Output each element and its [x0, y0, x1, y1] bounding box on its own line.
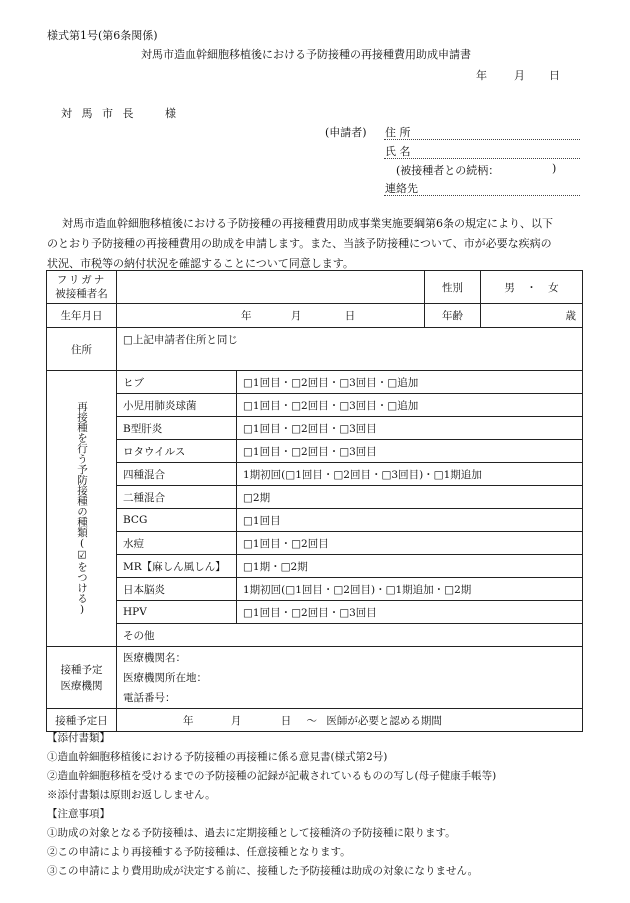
- date-day-label: 日: [549, 69, 560, 82]
- applicant-relation-label: (被接種者との続柄：: [396, 164, 500, 177]
- vaccine-name: 小児用肺炎球菌: [117, 394, 237, 417]
- form-number: 様式第1号(第6条関係): [47, 29, 158, 42]
- schedule-row: [47, 709, 583, 732]
- patient-name-label: 被接種者名: [55, 288, 108, 300]
- dob-row: [47, 304, 583, 328]
- applicant-contact-label: 連絡先: [385, 182, 418, 195]
- dob-year: 年: [241, 310, 252, 322]
- note-item: ①助成の対象となる予防接種は、過去に定期接種として接種済の予防接種に限ります。: [47, 827, 456, 839]
- vaccine-doses[interactable]: □1回目・□2回目・□3回目: [237, 601, 583, 624]
- note-item: ③この申請により費用助成が決定する前に、接種した予防接種は助成の対象になりません。: [47, 865, 479, 877]
- vaccine-row: [47, 394, 583, 417]
- vaccine-doses[interactable]: □1回目・□2回目: [237, 532, 583, 555]
- vaccine-doses[interactable]: □1回目: [237, 509, 583, 532]
- clinic-name-label: 医療機関名：: [123, 651, 186, 664]
- furigana-label: フリガナ: [56, 274, 107, 286]
- address-cell[interactable]: [117, 328, 583, 371]
- vaccine-name: 四種混合: [117, 463, 237, 486]
- vaccine-row: [47, 463, 583, 486]
- attachment-item: ①造血幹細胞移植後における予防接種の再接種に係る意見書(様式第2号): [47, 751, 388, 763]
- vaccine-row: [47, 417, 583, 440]
- gender-male[interactable]: 男: [504, 281, 515, 294]
- gender-cell[interactable]: [481, 271, 583, 304]
- vaccine-row: [47, 532, 583, 555]
- patient-name-header: [47, 271, 117, 304]
- age-cell[interactable]: [481, 304, 583, 328]
- date-month-label: 月: [514, 69, 525, 82]
- vaccine-header: 再接種を行う予防接種の種類(☑をつける): [76, 401, 88, 616]
- patient-name-row: [47, 271, 583, 304]
- address-same-checkbox[interactable]: □上記申請者住所と同じ: [123, 334, 238, 346]
- intro-line-2: のとおり予防接種の再接種費用の助成を申請します。また、当該予防接種について、市が必要な疾病の: [47, 237, 552, 250]
- applicant-relation-close: ): [552, 162, 557, 175]
- vaccine-doses[interactable]: □1回目・□2回目・□3回目・□追加: [237, 371, 583, 394]
- dob-cell[interactable]: [117, 304, 425, 328]
- vaccine-doses[interactable]: 1期初回(□1回目・□2回目)・□1期追加・□2期: [237, 578, 583, 601]
- application-form-table: [46, 270, 583, 732]
- gender-female[interactable]: 女: [548, 281, 559, 294]
- schedule-note: 医師が必要と認める期間: [326, 714, 442, 727]
- intro-line-3: 状況、市税等の納付状況を確認することについて同意します。: [47, 257, 354, 270]
- clinic-label-cell: [47, 647, 117, 709]
- intro-line-1: 対馬市造血幹細胞移植後における予防接種の再接種費用助成事業実施要綱第6条の規定により、以下: [62, 217, 553, 230]
- applicant-address-line[interactable]: [384, 139, 580, 140]
- schedule-cell[interactable]: [117, 709, 583, 732]
- applicant-name-label: 氏 名: [385, 145, 411, 158]
- vaccine-name: ヒブ: [117, 371, 237, 394]
- applicant-address-label: 住 所: [385, 126, 411, 139]
- gender-label: 性別: [425, 271, 481, 304]
- vaccine-row: [47, 509, 583, 532]
- age-label: 年齢: [425, 304, 481, 328]
- vaccine-name: 水痘: [117, 532, 237, 555]
- vaccine-name: 二種混合: [117, 486, 237, 509]
- vaccine-row: [47, 624, 583, 647]
- vaccine-row: [47, 486, 583, 509]
- gender-separator: ・: [526, 281, 537, 294]
- vaccine-row: [47, 371, 583, 394]
- addressee-mayor: 対 馬 市 長: [61, 107, 137, 120]
- clinic-cell[interactable]: [117, 647, 583, 709]
- vaccine-name: BCG: [117, 509, 237, 532]
- vaccine-name: 日本脳炎: [117, 578, 237, 601]
- vaccine-name: MR【麻しん風しん】: [117, 555, 237, 578]
- clinic-address-label: 医療機関所在地：: [123, 671, 207, 684]
- vaccine-name: ロタウイルス: [117, 440, 237, 463]
- applicant-name-line[interactable]: [384, 158, 580, 159]
- vaccine-name: HPV: [117, 601, 237, 624]
- attachment-item: ②造血幹細胞移植を受けるまでの予防接種の記録が記載されているものの写し(母子健康手帳等): [47, 770, 497, 782]
- dob-day: 日: [344, 310, 356, 322]
- age-unit: 歳: [565, 310, 577, 322]
- dob-label: 生年月日: [47, 304, 117, 328]
- vaccine-header-cell: [47, 371, 117, 647]
- vaccine-doses[interactable]: 1期初回(□1回目・□2回目・□3回目)・□1期追加: [237, 463, 583, 486]
- date-year-label: 年: [476, 69, 487, 82]
- clinic-row: [47, 647, 583, 709]
- patient-name-cell[interactable]: [117, 271, 425, 304]
- applicant-contact-line[interactable]: [384, 195, 580, 196]
- vaccine-row: [47, 578, 583, 601]
- vaccine-row: [47, 601, 583, 624]
- schedule-day: 日: [280, 714, 292, 727]
- address-row: [47, 328, 583, 371]
- dob-month: 月: [290, 310, 302, 322]
- vaccine-doses[interactable]: □1回目・□2回目・□3回目: [237, 440, 583, 463]
- vaccine-doses[interactable]: □2期: [237, 486, 583, 509]
- clinic-phone-label: 電話番号：: [123, 691, 176, 704]
- address-label: 住所: [47, 328, 117, 371]
- page-title: 対馬市造血幹細胞移植後における予防接種の再接種費用助成申請書: [141, 48, 471, 61]
- schedule-year: 年: [183, 714, 194, 727]
- schedule-tilde: ～: [306, 714, 318, 727]
- vaccine-row: [47, 440, 583, 463]
- attachments-heading: 【添付書類】: [47, 732, 110, 744]
- note-item: ②この申請により再接種する予防接種は、任意接種となります。: [47, 846, 351, 858]
- schedule-label: 接種予定日: [47, 709, 117, 732]
- clinic-label-1: 接種予定: [60, 663, 103, 676]
- notes-heading: 【注意事項】: [47, 808, 110, 820]
- vaccine-doses[interactable]: □1回目・□2回目・□3回目・□追加: [237, 394, 583, 417]
- vaccine-other[interactable]: その他: [117, 624, 583, 647]
- clinic-label-2: 医療機関: [60, 679, 103, 692]
- vaccine-name: B型肝炎: [117, 417, 237, 440]
- vaccine-doses[interactable]: □1回目・□2回目・□3回目: [237, 417, 583, 440]
- attachment-note: ※添付書類は原則お返ししません。: [47, 789, 216, 801]
- applicant-label: (申請者): [325, 126, 367, 139]
- vaccine-row: [47, 555, 583, 578]
- addressee-honorific: 様: [165, 107, 176, 120]
- vaccine-doses[interactable]: □1期・□2期: [237, 555, 583, 578]
- schedule-month: 月: [230, 714, 242, 727]
